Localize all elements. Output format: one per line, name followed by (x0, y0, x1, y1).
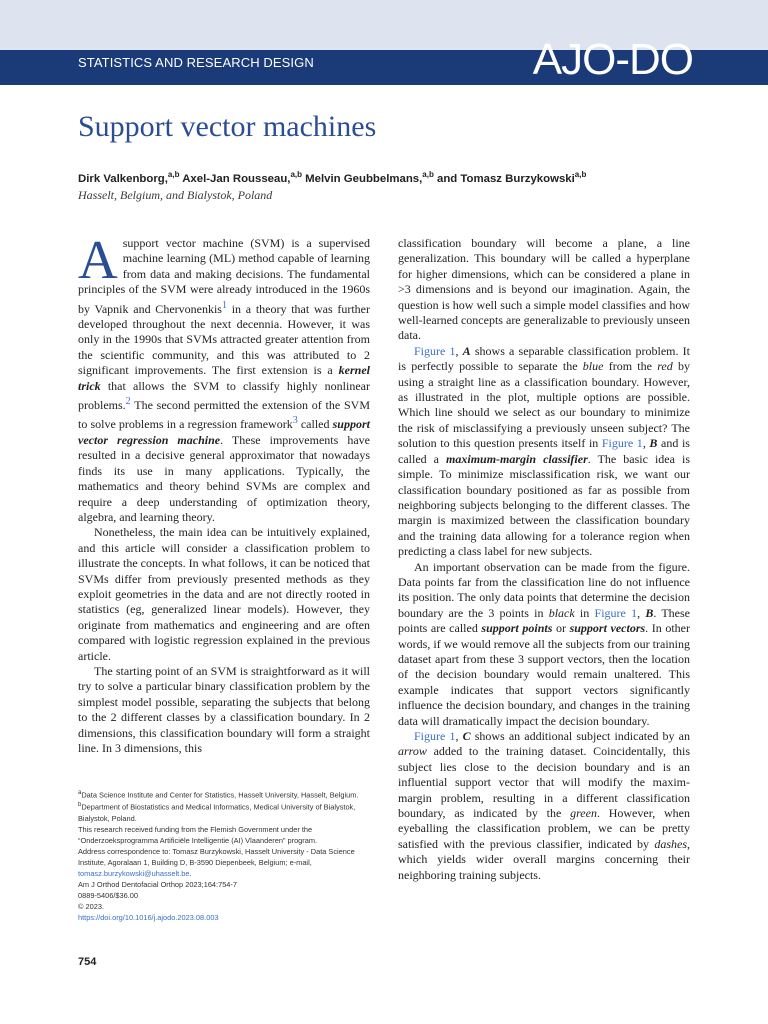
drop-cap: A (78, 229, 118, 290)
issn-line: 0889-5406/$36.00 (78, 890, 139, 900)
body-text: added to the training dataset. Coincidentally, this subject lies close to the decision boundary and is an influential support vector that will modify the maxim-margin problem, resulting in a different classification boundary, as indicated by the (398, 744, 690, 821)
body-text: from the (603, 359, 658, 374)
body-text: The second permitted the extension of the SVM to solve problems in a regression framework (78, 398, 370, 432)
author-name: Axel-Jan Rousseau, (179, 172, 291, 185)
body-text: . However, when eyeballing the classification problem, we can be pretty satisfied with the previous classifier, indicated by (398, 806, 690, 851)
emphasis-text: B (649, 436, 658, 451)
body-text: . These points are called (398, 605, 690, 636)
footnote-text: Data Science Institute and Center for Statistics, Hasselt University, Hasselt, Belgium. (81, 790, 359, 800)
footnote-mark: a (78, 790, 82, 796)
affiliation-footnote (78, 788, 370, 800)
body-paragraph (398, 560, 690, 729)
citation-line: Am J Orthod Dentofacial Orthop 2023;164:754-7 (78, 879, 237, 889)
emphasis-text: A (462, 343, 471, 358)
figure-link[interactable]: Figure 1 (594, 605, 638, 620)
body-text: called (297, 417, 333, 432)
body-paragraph: Nonetheless, the main idea can be intuitively explained, and this article will consider a classification problem to illustrate the concepts. In what follows, it can be noticed that SVMs differ from previously presented methods as they exploit geometries in the data and are not directly rooted in statistics (eg, generalized linear models). However, they originate from mathematics and engineering and are often compared with logistic regression explained in the previous article. (78, 525, 370, 663)
author-affiliation-mark: a,b (167, 170, 180, 179)
body-text: in a theory that was further developed throughout the next decennia. However, it was only in the 1990s that SVMs attracted greater attention from the scientific community, and this was attributed to 2 significant improvements. The first extension is a (78, 301, 370, 378)
footnote-text: . (189, 868, 192, 878)
body-text: or (552, 621, 570, 636)
author-name: and Tomasz Burzykowski (433, 172, 575, 185)
footnote-text: Address correspondence to: Tomasz Burzykowski, Hasselt University - Data Science Institute, Agoralaan 1, Building D, B-3590 Diepenbeek, Belgium; e-mail, (78, 846, 355, 867)
author-list (78, 170, 586, 185)
body-paragraph: classification boundary will become a plane, a line generalization. This boundary will be called a hyperplane for higher dimensions, which can be considered a plane in >3 dimensions and is beyond our imagination. Again, the question is how well such a simple model classifies and how well-learned concepts are generalizable to previously unseen data. (398, 236, 690, 343)
body-text: . These improvements have resulted in a decisive general approximator that nowadays finds its use in many applications. Typically, the mathematics and theory behind SVMs are complex and require a deep understanding of optimization theory, algebra, and learning theory. (78, 432, 370, 524)
body-text: by using a straight line as a classification boundary. However, as illustrated in the plot, multiple options are possible. Which line should we select as our boundary to minimize the risk of misclassifying a previously unseen subject? The solution to this question presents itself in (398, 359, 690, 451)
body-paragraph (78, 229, 370, 525)
footnotes (78, 788, 370, 923)
emphasis-text: kernel trick (78, 363, 370, 393)
journal-logo: AJO-DO (532, 35, 693, 84)
left-column (78, 229, 370, 756)
body-text: . The basic idea is simple. To minimize misclassification risk, we want our classification boundary positioned as far as possible from neighboring subjects belonging to the different classes. The margin is maximized between the classification boundary and the training data allowing for a tolerance region when predicting a class label for new subjects. (398, 451, 690, 559)
author-name: Dirk Valkenborg, (78, 172, 168, 185)
reference-link[interactable]: 2 (125, 396, 131, 408)
author-location: Hasselt, Belgium, and Bialystok, Poland (78, 188, 273, 202)
emphasis-text: blue (582, 359, 604, 374)
body-text: , (642, 436, 650, 451)
body-text: , (455, 343, 463, 358)
right-column (398, 236, 690, 883)
figure-link[interactable]: Figure 1 (414, 729, 456, 743)
emphasis-text: dashes (654, 836, 687, 851)
emphasis-text: red (657, 359, 673, 374)
body-text: , (455, 729, 463, 743)
reference-link[interactable]: 3 (292, 415, 298, 427)
emphasis-text: C (462, 729, 471, 743)
page-number: 754 (78, 956, 97, 968)
emphasis-text: support points (481, 621, 553, 636)
body-text: shows a separable classification problem. It is perfectly possible to separate the (398, 343, 690, 374)
body-text: , (637, 605, 646, 620)
body-text: shows an additional subject indicated by an (470, 729, 691, 743)
correspondence-note (78, 846, 370, 879)
author-affiliation-mark: a,b (422, 170, 434, 179)
body-paragraph (398, 344, 690, 560)
body-text: in (574, 605, 595, 620)
doi-link[interactable]: https://doi.org/10.1016/j.ajodo.2023.08.003 (78, 912, 219, 922)
figure-link[interactable]: Figure 1 (414, 343, 456, 358)
funding-note: This research received funding from the Flemish Government under the “Onderzoeksprogramma Artificiële Intelligentie (AI) Vlaanderen” program. (78, 824, 318, 845)
footnote-mark: b (78, 802, 82, 809)
body-text: support vector machine (SVM) is a supervised machine learning (ML) method capable of learning from data and making decisions. The fundamental principles of the SVM were already introduced in the 1960s by Vapnik and Chervonenkis (78, 236, 370, 316)
emphasis-text: green (570, 806, 597, 821)
affiliation-footnote (78, 800, 370, 823)
footnote-text: Department of Biostatistics and Medical Informatics, Medical University of Bialystok, Bialystok, Poland. (78, 802, 356, 823)
figure-link[interactable]: Figure 1 (601, 436, 643, 451)
section-label: STATISTICS AND RESEARCH DESIGN (78, 55, 314, 70)
emphasis-text: support vector regression machine (78, 417, 370, 447)
body-paragraph: The starting point of an SVM is straightforward as it will try to solve a particular binary classification problem by the simplest model possible, separating the subjects that belong to the 2 different classes by a classification boundary. In 2 dimensions, this classification boundary will form a straight line. In 3 dimensions, this (78, 663, 370, 755)
emphasis-text: support vectors (569, 621, 646, 636)
reference-link[interactable]: 1 (221, 299, 227, 311)
body-text: An important observation can be made from the figure. Data points far from the classification line do not influence its position. The only data points that determine the decision boundary are the 3 points in (398, 559, 690, 620)
emphasis-text: black (548, 605, 575, 620)
body-text: that allows the SVM to classify highly nonlinear problems. (78, 378, 370, 413)
author-name: Melvin Geubbelmans, (302, 172, 423, 185)
emphasis-text: arrow (398, 744, 427, 759)
body-text: and is called a (398, 436, 690, 466)
body-paragraph (398, 729, 690, 883)
article-title: Support vector machines (78, 110, 377, 143)
emphasis-text: maximum-margin classifier (446, 451, 588, 466)
body-text: , which yields wider overall margins concerning their neighboring training subjects. (398, 836, 690, 882)
body-text: . In other words, if we would remove all the subjects from our training dataset apart from these 3 support vectors, then the location of the decision boundary would remain unaltered. This example indicates that support vectors significantly influence the decision boundary, and changes in the training data will dramatically impact the decision boundary. (398, 621, 690, 728)
emphasis-text: B (645, 605, 654, 620)
copyright-line: © 2023. (78, 901, 104, 911)
email-link[interactable]: tomasz.burzykowski@uhasselt.be (78, 868, 190, 878)
author-affiliation-mark: a,b (574, 170, 587, 179)
author-affiliation-mark: a,b (290, 170, 303, 179)
